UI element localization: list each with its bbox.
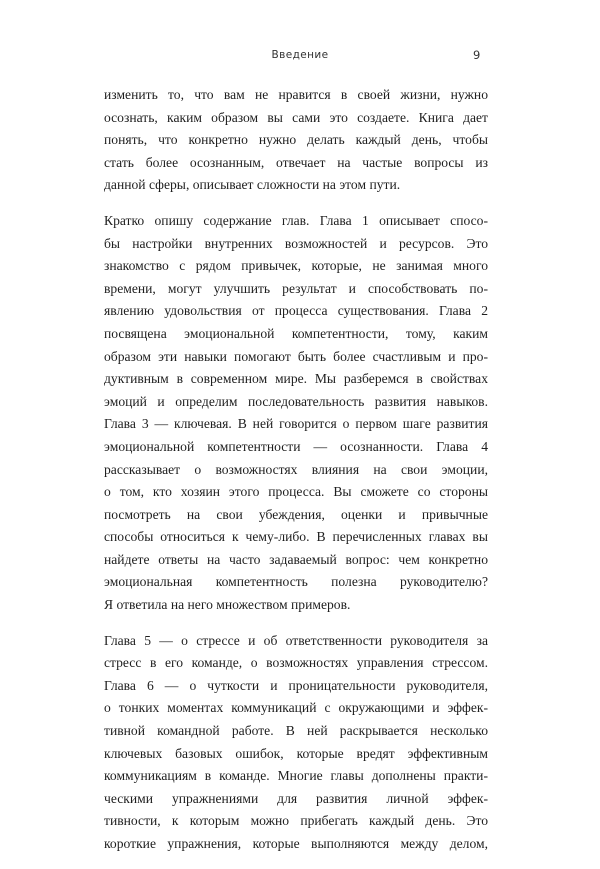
text-line: Глава 3 — ключевая. В ней говорится о первом шаге развития (104, 416, 488, 432)
page-number: 9 (473, 48, 481, 62)
text-line: бы настройки внутренних возможностей и ресурсов. Это (104, 235, 488, 251)
text-line: посвящена эмоциональной компетентности, тому, каким (104, 325, 488, 341)
paragraph-intro-ending (104, 84, 488, 197)
text-line: найдете ответы на часто задаваемый вопрос: чем конкретно (104, 551, 488, 567)
text-line: стресс в его команде, о возможностях управления стрессом. (104, 655, 488, 671)
text-line: коммуникациям в команде. Многие главы дополнены практи- (104, 768, 488, 784)
text-line: Я ответила на него множеством примеров. (104, 597, 351, 613)
text-line: эмоциональная компетентность полезна руководителю? (104, 574, 488, 590)
text-line: рассказывает о возможностях влияния на свои эмоции, (104, 461, 488, 477)
text-line: Глава 6 — о чуткости и проницательности руководителя, (104, 677, 488, 693)
section-title: Введение (271, 49, 329, 61)
paragraph-chapters-5-6 (104, 630, 488, 856)
text-line: Глава 5 — о стрессе и об ответственности руководителя за (104, 632, 488, 648)
text-line: дуктивным в современном мире. Мы разберемся в свойствах (104, 371, 488, 387)
text-line: способы относиться к чему-либо. В перечисленных главах вы (104, 529, 488, 545)
text-line: понять, что конкретно нужно делать каждый день, чтобы (104, 132, 488, 148)
text-line: о том, кто хозяин этого процесса. Вы сможете со стороны (104, 484, 488, 500)
text-line: посмотреть на свои убеждения, оценки и привычные (104, 506, 488, 522)
text-line: явлению удовольствия от процесса существования. Глава 2 (104, 303, 488, 319)
text-line: короткие упражнения, которые выполняются между делом, (104, 836, 488, 851)
text-line: времени, могут улучшить результат и способствовать по- (104, 280, 488, 296)
text-line: образом эти навыки помогают быть более счастливым и про- (104, 348, 488, 364)
text-line: стать более осознанным, отвечает на частые вопросы из (104, 154, 488, 170)
text-line: эмоций и определим последовательность развития навыков. (104, 393, 488, 409)
text-line: знакомство с рядом привычек, которые, не занимая много (104, 258, 488, 274)
text-line: тивной командной работе. В ней раскрывается несколько (104, 723, 488, 739)
text-line: данной сферы, описывает сложности на этом пути. (104, 177, 401, 193)
text-line: эмоциональной компетентности — осознанности. Глава 4 (104, 438, 488, 454)
text-line: ческими упражнениями для развития личной эффек- (104, 790, 488, 806)
paragraph-chapters-1-4 (104, 210, 488, 617)
body-text (104, 84, 488, 869)
text-line: Кратко опишу содержание глав. Глава 1 описывает спосо- (104, 212, 488, 228)
text-line: ключевых базовых ошибок, которые вредят эффективным (104, 745, 488, 761)
text-line: тивности, к которым можно прибегать каждый день. Это (104, 813, 488, 829)
text-line: осознать, каким образом вы сами это создаете. Книга дает (104, 109, 488, 125)
running-head (0, 47, 600, 63)
text-line: о тонких моментах коммуникаций с окружающими и эффек- (104, 700, 488, 716)
text-line: изменить то, что вам не нравится в своей жизни, нужно (104, 87, 488, 102)
